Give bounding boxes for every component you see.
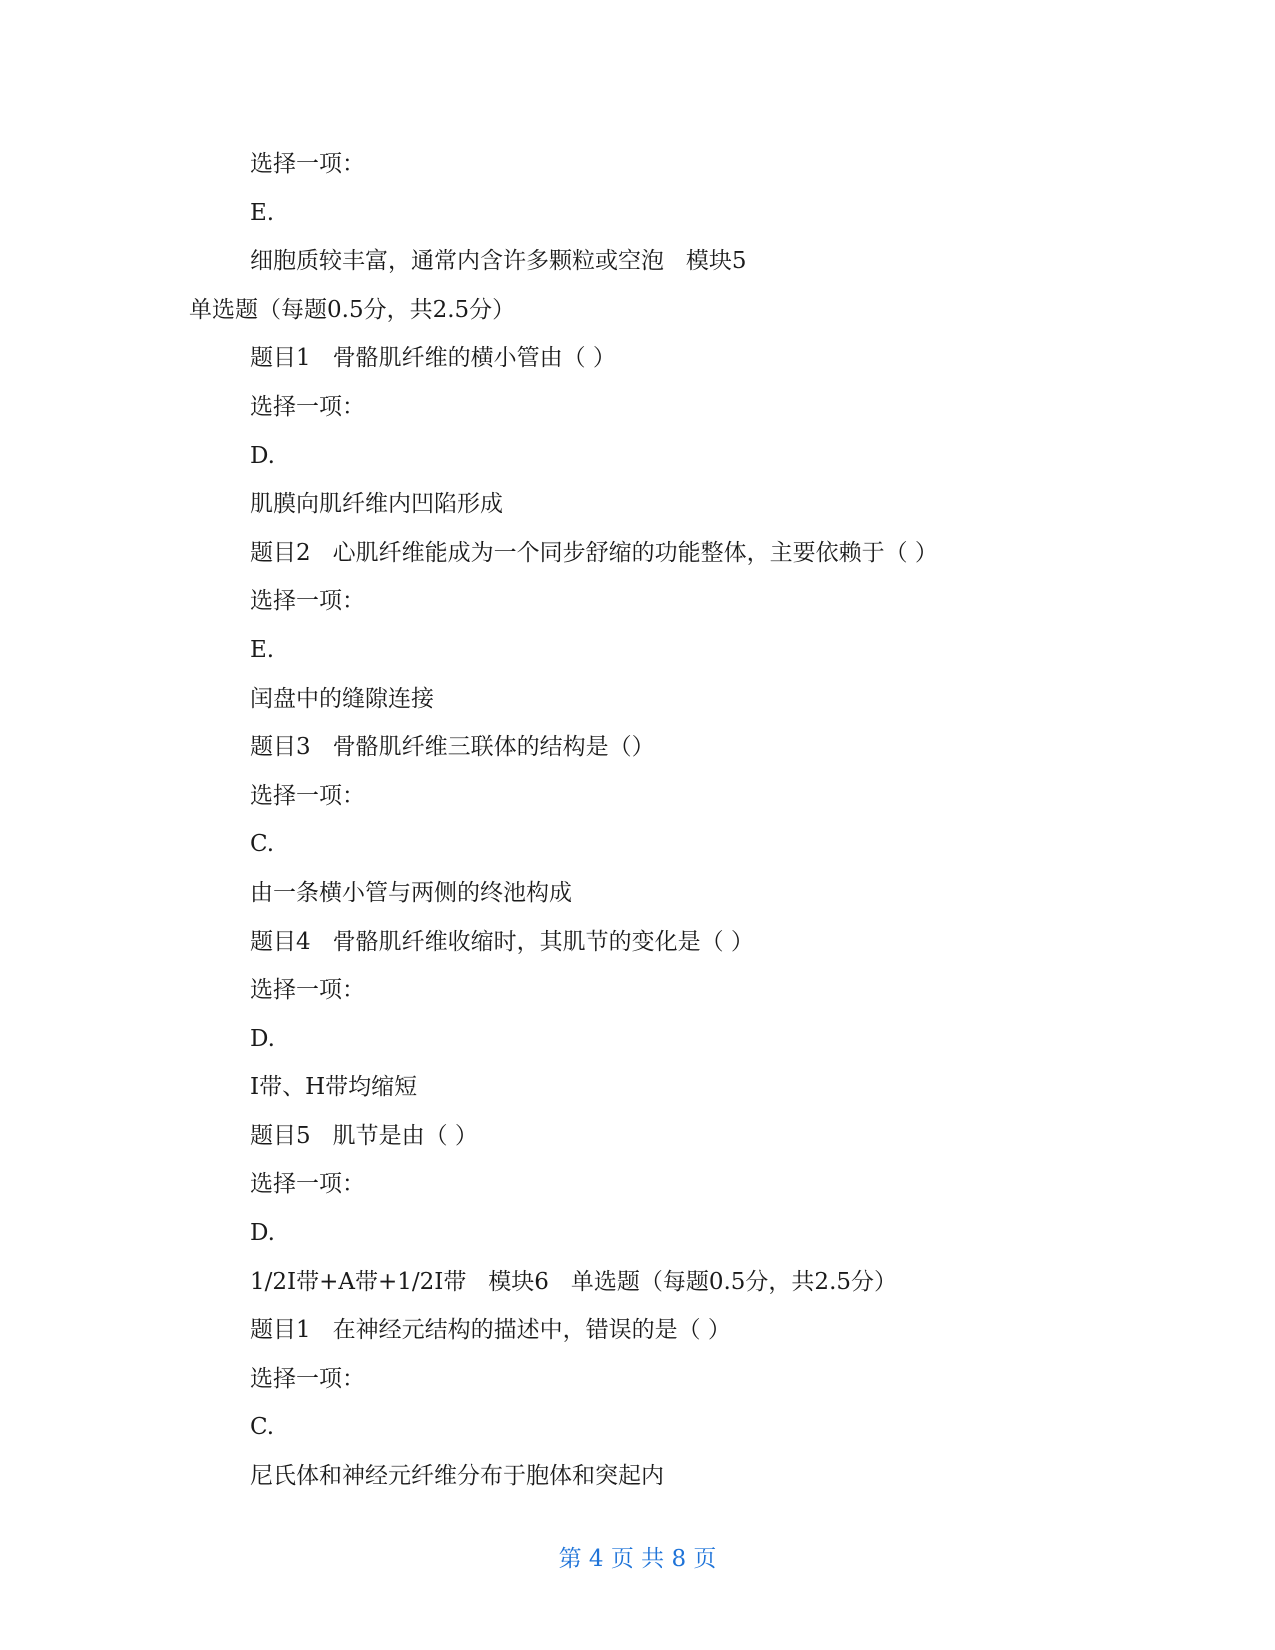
choice-prompt: 选择一项： (250, 393, 365, 420)
question-text: 题目3 骨骼肌纤维三联体的结构是（） (250, 734, 655, 761)
answer-text: 肌膜向肌纤维内凹陷形成 (250, 491, 503, 518)
choice-prompt: 选择一项： (250, 1171, 365, 1198)
page-number-footer: 第 4 页 共 8 页 (558, 1546, 717, 1572)
question-text: 题目5 肌节是由（ ） (250, 1122, 478, 1149)
question-text: 题目1 在神经元结构的描述中，错误的是（ ） (250, 1317, 731, 1344)
answer-text: 1/2I带+A带+1/2I带 模块6 单选题（每题0.5分，共2.5分） (250, 1268, 898, 1295)
answer-text: I带、H带均缩短 (250, 1074, 418, 1101)
answer-text: 闰盘中的缝隙连接 (250, 685, 434, 712)
answer-text: 细胞质较丰富，通常内含许多颗粒或空泡 模块5 (250, 248, 747, 275)
answer-text: 尼氏体和神经元纤维分布于胞体和突起内 (250, 1463, 664, 1490)
choice-prompt: 选择一项： (250, 782, 365, 809)
question-text: 题目1 骨骼肌纤维的横小管由（ ） (250, 345, 616, 372)
question-text: 题目2 心肌纤维能成为一个同步舒缩的功能整体，主要依赖于（ ） (250, 539, 938, 566)
answer-text: 由一条横小管与两侧的终池构成 (250, 879, 572, 906)
choice-prompt: 选择一项： (250, 1365, 365, 1392)
choice-prompt: 选择一项： (250, 588, 365, 615)
question-text: 题目4 骨骼肌纤维收缩时，其肌节的变化是（ ） (250, 928, 754, 955)
answer-letter: E. (250, 636, 275, 663)
answer-letter: D. (250, 1025, 275, 1052)
answer-letter: C. (250, 1414, 275, 1441)
answer-letter: D. (250, 1220, 275, 1247)
answer-letter: E. (250, 199, 275, 226)
answer-letter: C. (250, 831, 275, 858)
section-heading: 单选题（每题0.5分，共2.5分） (189, 296, 516, 323)
choice-prompt: 选择一项： (250, 977, 365, 1004)
answer-letter: D. (250, 442, 275, 469)
document-body (0, 140, 1275, 1501)
choice-prompt: 选择一项： (250, 151, 365, 177)
